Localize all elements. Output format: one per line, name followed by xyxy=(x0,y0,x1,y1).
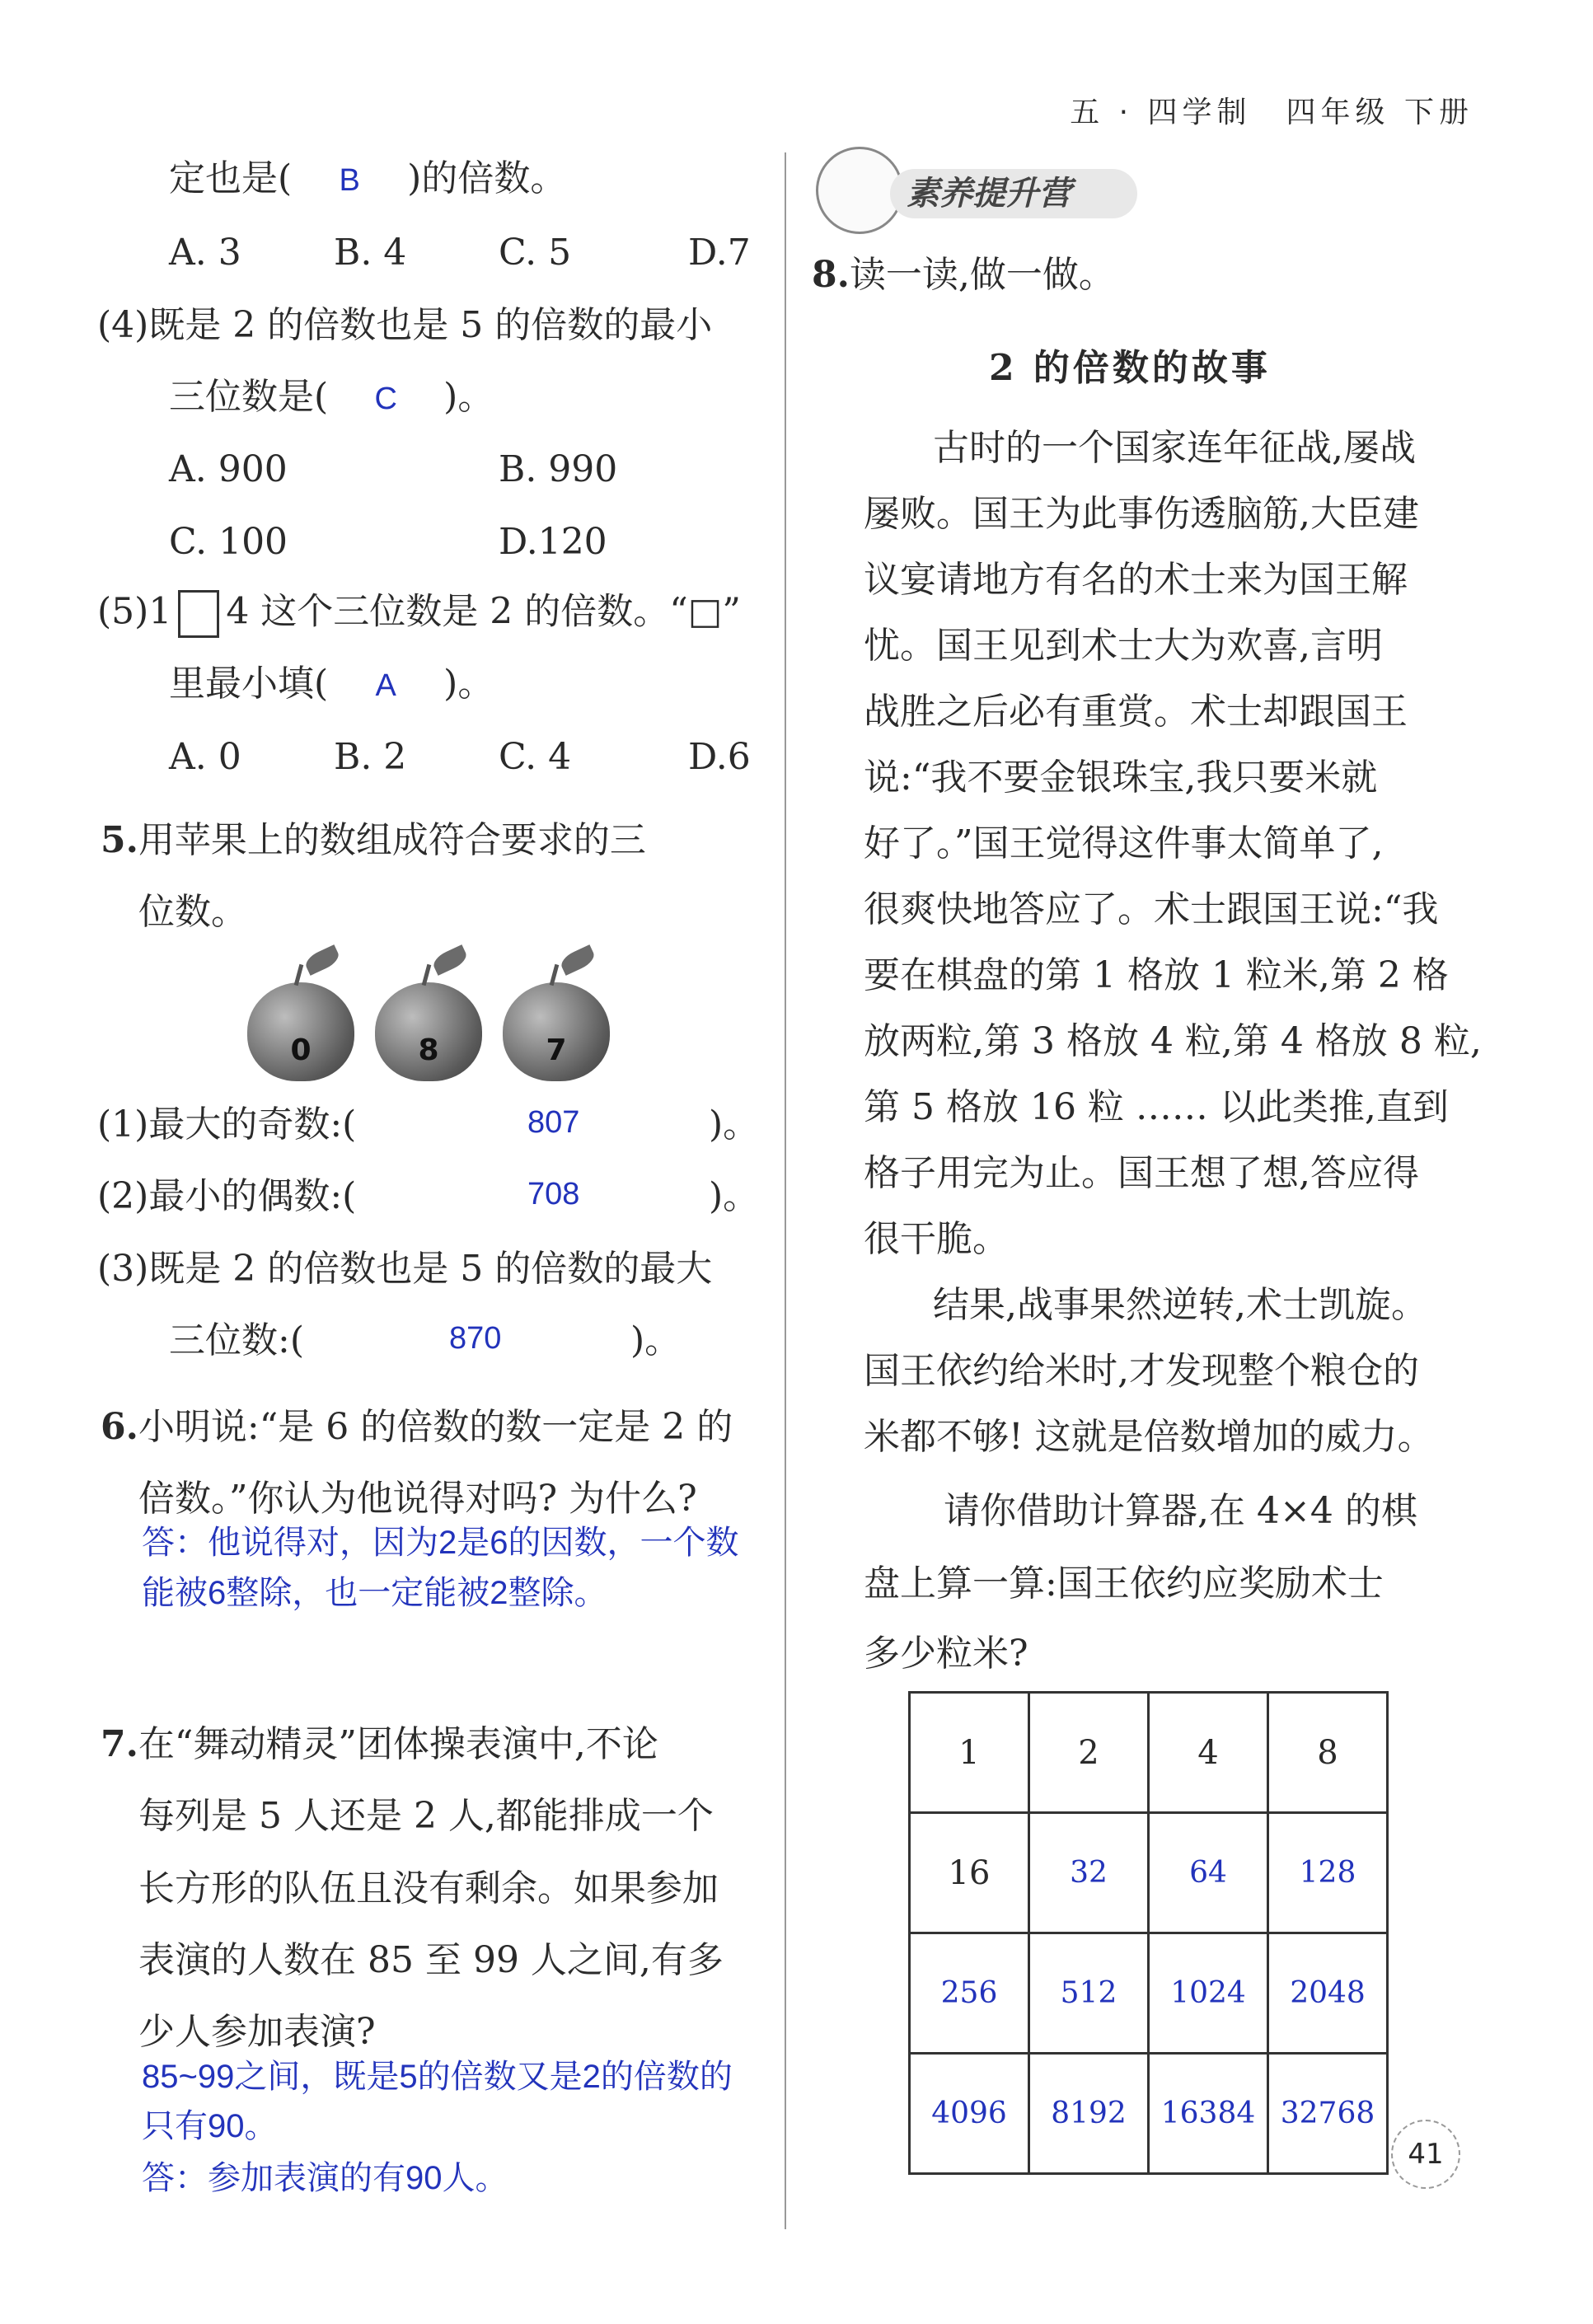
page-header: 五 · 四学制 四年级 下册 xyxy=(1070,96,1474,129)
table-cell-answer: 128 xyxy=(1268,1813,1388,1933)
q6-answer-line2: 能被6整除，也一定能被2整除。 xyxy=(142,1575,607,1611)
story-line: 多少粒米? xyxy=(864,1633,1028,1675)
table-row xyxy=(910,1693,1388,1813)
q7-line2: 每列是 5 人还是 2 人,都能排成一个 xyxy=(138,1795,714,1837)
q4-4-line2: 三位数是( C )。 xyxy=(169,376,494,418)
option: D.7 xyxy=(688,232,751,274)
story-line: 结果,战事果然逆转,术士凯旋。 xyxy=(933,1284,1427,1326)
q7-line5: 少人参加表演? xyxy=(138,2011,376,2053)
answer: A xyxy=(375,668,396,703)
story-line: 请你借助计算器,在 4×4 的棋 xyxy=(944,1490,1417,1532)
story-line: 屡败。国王为此事伤透脑筋,大臣建 xyxy=(864,493,1419,535)
table-row xyxy=(910,1933,1388,2054)
q7-answer-line1: 85~99之间，既是5的倍数又是2的倍数的 xyxy=(142,2059,733,2095)
close-paren: )。 xyxy=(709,1175,760,1217)
story-line: 忧。国王见到术士大为欢喜,言明 xyxy=(864,625,1383,667)
table-cell-answer: 256 xyxy=(910,1933,1029,2054)
story-line: 说:“我不要金银珠宝,我只要米就 xyxy=(864,757,1378,799)
story-line: 第 5 格放 16 粒 …… 以此类推,直到 xyxy=(864,1086,1449,1128)
story-line: 格子用完为止。国王想了想,答应得 xyxy=(864,1152,1419,1194)
table-cell-answer: 512 xyxy=(1029,1933,1149,2054)
answer: 807 xyxy=(527,1105,580,1140)
table-cell-answer: 8192 xyxy=(1029,2054,1149,2174)
story-line: 古时的一个国家连年征战,屡战 xyxy=(933,427,1416,469)
table-cell-answer: 4096 xyxy=(910,2054,1029,2174)
table-cell: 4 xyxy=(1149,1693,1268,1813)
option: D.120 xyxy=(499,521,607,563)
q4-5-line2: 里最小填( A )。 xyxy=(169,663,494,705)
q7-answer-line2: 只有90。 xyxy=(142,2108,278,2144)
story-line: 议宴请地方有名的术士来为国王解 xyxy=(864,559,1408,601)
q8-line: 8.读一读,做一做。 xyxy=(812,254,1115,296)
story-line: 要在棋盘的第 1 格放 1 粒米,第 2 格 xyxy=(864,954,1449,996)
option: A. 3 xyxy=(169,232,241,274)
table-cell-answer: 32768 xyxy=(1268,2054,1388,2174)
option: D.6 xyxy=(688,736,751,778)
option: C. 100 xyxy=(169,521,288,563)
story-line: 国王依约给米时,才发现整个粮仓的 xyxy=(864,1350,1419,1392)
table-row xyxy=(910,2054,1388,2174)
answer: B xyxy=(339,163,360,198)
story-line: 盘上算一算:国王依约应奖励术士 xyxy=(864,1563,1384,1605)
page-number: 41 xyxy=(1391,2120,1460,2189)
q7-line3: 长方形的队伍且没有剩余。如果参加 xyxy=(138,1867,719,1909)
table-cell-answer: 16384 xyxy=(1149,2054,1268,2174)
option: B. 2 xyxy=(334,736,407,778)
apple-icon: 7 xyxy=(503,982,610,1081)
q7-line1: 7.在“舞动精灵”团体操表演中,不论 xyxy=(101,1723,658,1765)
story-line: 很爽快地答应了。术士跟国王说:“我 xyxy=(864,888,1439,930)
q7-answer-line3: 答：参加表演的有90人。 xyxy=(142,2160,508,2196)
option: C. 5 xyxy=(499,232,572,274)
blank-box xyxy=(178,590,219,638)
story-title: 2 的倍数的故事 xyxy=(989,347,1271,389)
q6-line1: 6.小明说:“是 6 的倍数的数一定是 2 的 xyxy=(101,1406,733,1448)
table-cell: 2 xyxy=(1029,1693,1149,1813)
story-line: 米都不够! 这就是倍数增加的威力。 xyxy=(864,1416,1434,1458)
table-cell-answer: 2048 xyxy=(1268,1933,1388,2054)
option: A. 900 xyxy=(169,448,288,490)
story-line: 战胜之后必有重赏。术士却跟国王 xyxy=(864,691,1408,733)
table-cell: 8 xyxy=(1268,1693,1388,1813)
q6-line2: 倍数。”你认为他说得对吗? 为什么? xyxy=(138,1478,697,1520)
q5-2: (2)最小的偶数:( xyxy=(97,1175,357,1217)
q6-answer-line1: 答：他说得对，因为2是6的因数，一个数 xyxy=(142,1525,739,1561)
option: B. 990 xyxy=(499,448,618,490)
chessboard-table xyxy=(908,1691,1389,2175)
q5-3-line1: (3)既是 2 的倍数也是 5 的倍数的最大 xyxy=(97,1248,713,1290)
table-cell-answer: 64 xyxy=(1149,1813,1268,1933)
q4-4-line1: (4)既是 2 的倍数也是 5 的倍数的最小 xyxy=(97,304,713,346)
q5-1: (1)最大的奇数:( xyxy=(97,1103,357,1146)
option: C. 4 xyxy=(499,736,572,778)
option: A. 0 xyxy=(169,736,241,778)
table-cell: 16 xyxy=(910,1813,1029,1933)
story-line: 很干脆。 xyxy=(864,1218,1009,1260)
apple-icon: 8 xyxy=(375,982,482,1081)
q4-3-tail: 定也是( B )的倍数。 xyxy=(169,157,567,199)
q4-5-line1: (5)1 4 这个三位数是 2 的倍数。“□” xyxy=(97,590,741,638)
q5-line1: 5.用苹果上的数组成符合要求的三 xyxy=(101,819,646,861)
table-cell-answer: 32 xyxy=(1029,1813,1149,1933)
close-paren: )。 xyxy=(630,1319,682,1361)
table-row xyxy=(910,1813,1388,1933)
q5-3-line2: 三位数:( xyxy=(169,1319,304,1361)
option: B. 4 xyxy=(334,232,407,274)
apple-icon: 0 xyxy=(247,982,354,1081)
answer: C xyxy=(374,382,397,416)
answer: 870 xyxy=(449,1321,502,1356)
answer: 708 xyxy=(527,1177,580,1211)
column-divider xyxy=(785,152,786,2229)
table-cell: 1 xyxy=(910,1693,1029,1813)
story-line: 好了。”国王觉得这件事太简单了, xyxy=(864,822,1384,864)
close-paren: )。 xyxy=(709,1103,760,1146)
q7-line4: 表演的人数在 85 至 99 人之间,有多 xyxy=(138,1939,724,1981)
q5-line2: 位数。 xyxy=(138,891,247,933)
story-line: 放两粒,第 3 格放 4 粒,第 4 格放 8 粒, xyxy=(864,1020,1482,1062)
table-cell-answer: 1024 xyxy=(1149,1933,1268,2054)
section-title: 素养提升营 xyxy=(907,175,1071,213)
